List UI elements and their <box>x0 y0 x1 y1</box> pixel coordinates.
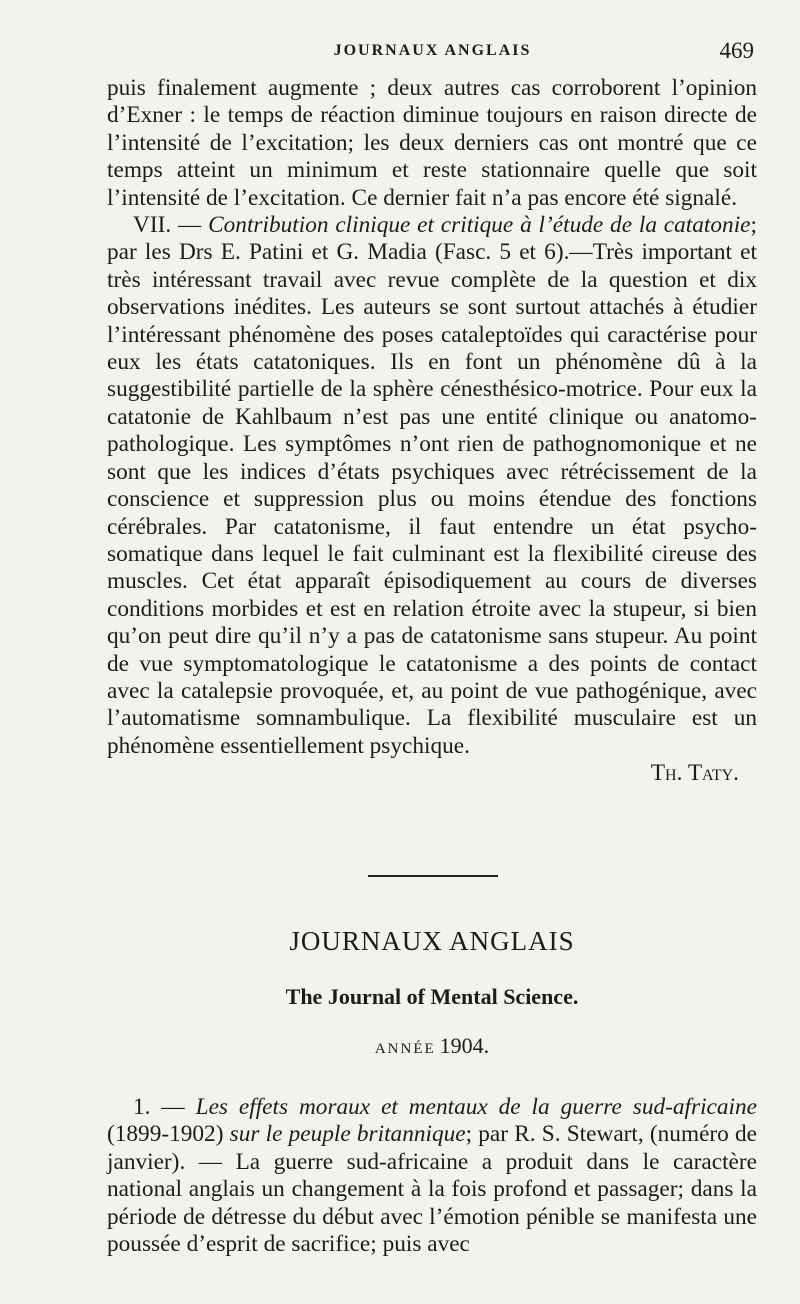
year-line <box>107 1033 757 1059</box>
running-head <box>107 0 758 63</box>
article-1-number: 1. — <box>133 1094 196 1120</box>
year-value: 1904. <box>439 1033 490 1058</box>
article-1-authors: ; par R. S. Stewart, (numéro de janvier). — <box>107 1121 757 1175</box>
running-title: JOURNAUX ANGLAIS <box>333 42 532 59</box>
year-label: ANNÉE <box>374 1041 436 1057</box>
article-1-text <box>107 1094 757 1258</box>
signature: Th. Taty. <box>650 760 739 787</box>
article-1-title: Les effets moraux et mentaux de la guerre sud-africaine <box>195 1094 757 1120</box>
article-1-dates: (1899-1902) <box>107 1121 230 1148</box>
article-1-paragraph <box>107 1094 757 1258</box>
item-vii-text: Très important et très intéressant travail avec revue complète de la question et dix observations inédites. Les auteurs se sont surtout attachés à étudier l’intéressant phénomène des poses cataleptoïdes qui caractérise pour eux les états catatoniques. Ils en font un phénomène dû à la suggestibilité partielle de la sphère cénesthésico-motrice. Pour eux la catatonie de Kahlbaum n’est pas une entité clinique ou anatomo-pathologique. Les symptômes n’ont rien de pathognomonique et ne sont que les indices d’états psychiques avec rétrécissement de la conscience et suppression plus ou moins étendue des fonctions cérébrales. Par catatonisme, il faut entendre un état psycho-somatique dans lequel le fait culminant est la flexibilité cireuse des muscles. Cet état apparaît épisodiquement au cours de diverses conditions morbides et est en relation étroite avec la stupeur, si bien qu’on peut dire qu’il n’y a pas de catatonisme sans stupeur. Au point de vue symptomatologique le catatonisme a des points de contact avec la catalepsie provoquée, et, au point de vue pathogénique, avec l’automatisme somnambulique. La flexibilité musculaire est un phénomène essentiellement psychique. <box>107 239 757 759</box>
section-divider <box>368 875 498 877</box>
section-title: JOURNAUX ANGLAIS <box>289 926 575 956</box>
page-number: 469 <box>719 38 754 63</box>
article-1-body: La guerre sud-africaine a produit dans le caractère national anglais un changement à la fois profond et passager; dans la période de détresse du début avec l’émotion pénible se manifesta une poussée d’esprit de sacrifice; puis avec <box>107 1148 757 1258</box>
item-vii-number: VII. — <box>133 212 209 239</box>
item-vii-authors: ; par les Drs E. Patini et G. Madia (Fasc. 5 et 6).— <box>107 212 757 266</box>
item-vii-paragraph <box>107 212 757 760</box>
continuation-paragraph: puis finalement augmente ; deux autres cas corroborent l’opinion d’Exner : le temps de réaction diminue toujours en raison directe de l’intensité de l’excitation; les deux derniers cas ont montré que ce temps atteint un minimum et reste stationnaire quelle que soit l’intensité de l’excitation. Ce dernier fait n’a pas encore été signalé. <box>107 75 757 211</box>
item-vii-title: Contribution clinique et critique à l’étude de la catatonie <box>208 212 751 239</box>
article-1-title-2: sur le peuple britannique <box>229 1121 466 1148</box>
article-vii-text <box>107 75 757 788</box>
journal-title: The Journal of Mental Science. <box>285 984 579 1009</box>
